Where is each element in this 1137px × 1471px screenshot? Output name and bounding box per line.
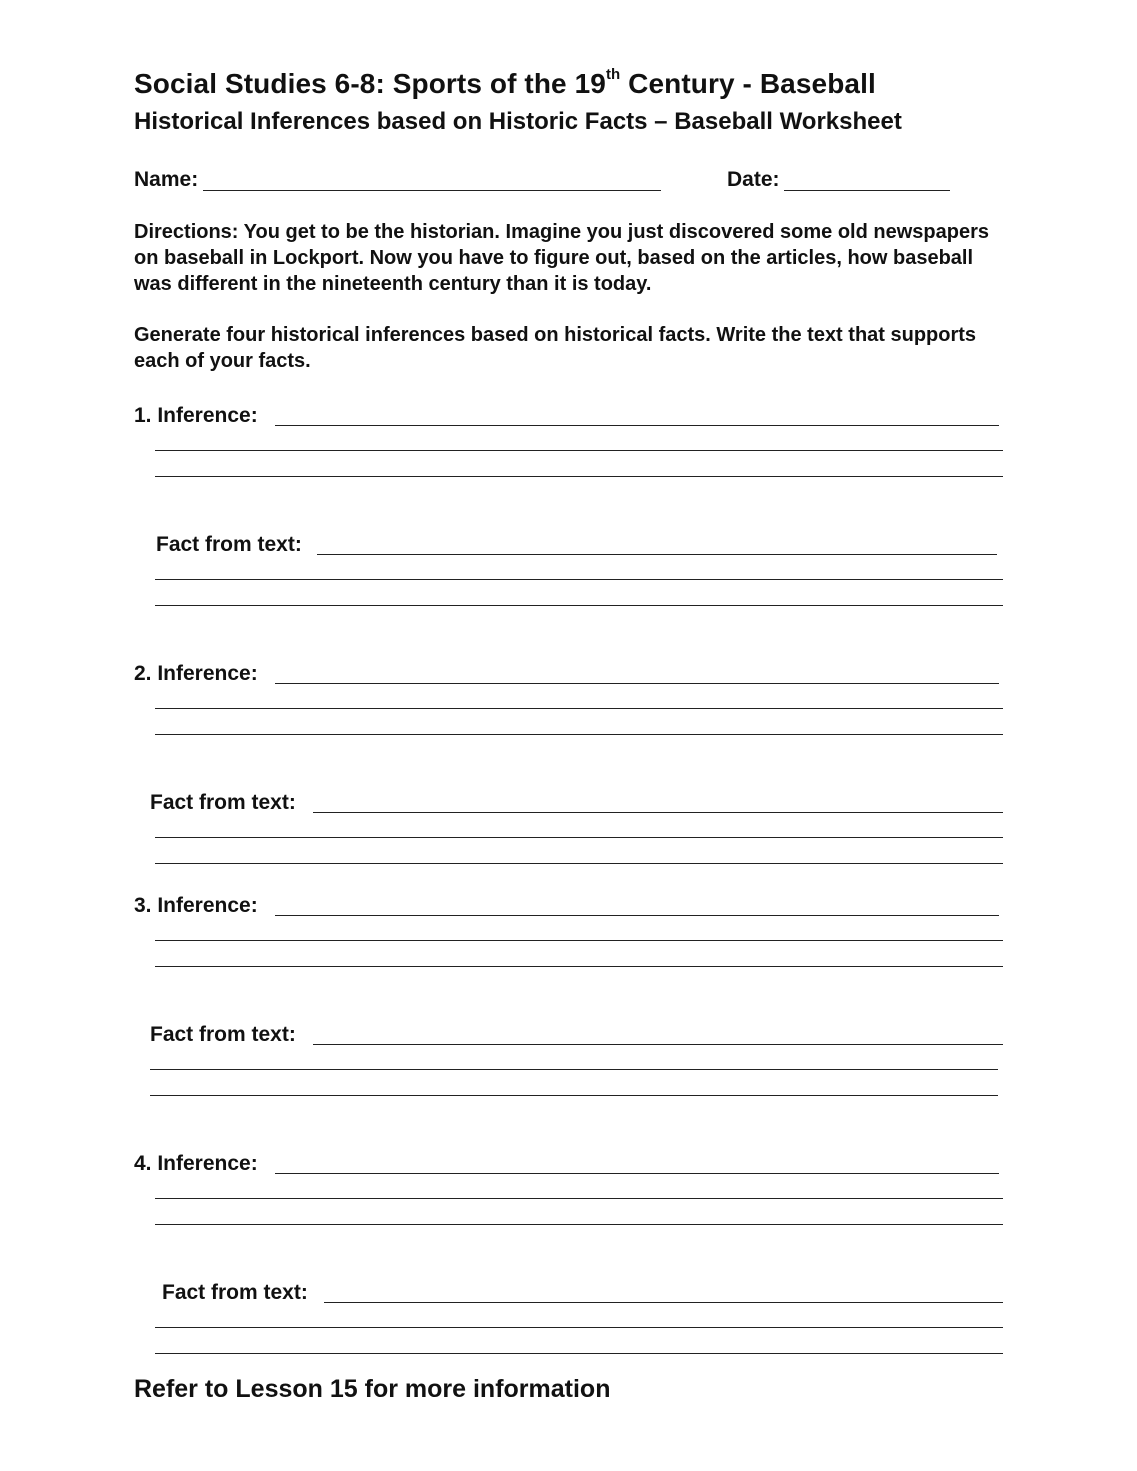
inference-3-line-2[interactable] [155,940,1003,941]
inference-1-line-1[interactable] [275,425,999,426]
inference-3-line-3[interactable] [155,966,1003,967]
fact-4-label: Fact from text: [162,1281,308,1304]
date-field[interactable] [784,190,950,191]
inference-2-label: 2. Inference: [134,662,258,685]
inference-4-line-2[interactable] [155,1198,1003,1199]
fact-4-line-1[interactable] [324,1302,1003,1303]
fact-2-line-3[interactable] [155,863,1003,864]
page-subtitle: Historical Inferences based on Historic Facts – Baseball Worksheet [134,108,902,135]
fact-2-line-2[interactable] [155,837,1003,838]
fact-3-line-1[interactable] [313,1044,1003,1045]
fact-4-line-3[interactable] [155,1353,1003,1354]
inference-2-line-3[interactable] [155,734,1003,735]
inference-2-line-2[interactable] [155,708,1003,709]
inference-3-label: 3. Inference: [134,894,258,917]
inference-4-label: 4. Inference: [134,1152,258,1175]
page-title: Social Studies 6-8: Sports of the 19th Century - Baseball [134,66,876,99]
title-superscript: th [605,66,621,83]
fact-3-line-3[interactable] [150,1095,998,1096]
inference-1-label: 1. Inference: [134,404,258,427]
instructions-paragraph: Generate four historical inferences based on historical facts. Write the text that supports each of your facts. [134,324,977,372]
fact-1-line-1[interactable] [317,554,997,555]
inference-2-line-1[interactable] [275,683,999,684]
fact-3-label: Fact from text: [150,1023,296,1046]
fact-2-label: Fact from text: [150,791,296,814]
fact-1-label: Fact from text: [156,533,302,556]
inference-3-line-1[interactable] [275,915,999,916]
name-label: Name: [134,168,199,191]
fact-4-line-2[interactable] [155,1327,1003,1328]
fact-2-line-1[interactable] [313,812,1003,813]
fact-1-line-2[interactable] [155,579,1003,580]
inference-4-line-1[interactable] [275,1173,999,1174]
directions-paragraph: Directions: You get to be the historian. Imagine you just discovered some old newspapers on baseball in Lockport. Now you have to figure out, based on the articles, how baseball was different in the nineteenth century than it is today. [134,221,989,295]
inference-4-line-3[interactable] [155,1224,1003,1225]
fact-3-line-2[interactable] [150,1069,998,1070]
inference-1-line-3[interactable] [155,476,1003,477]
fact-1-line-3[interactable] [155,605,1003,606]
inference-1-line-2[interactable] [155,450,1003,451]
footer-note: Refer to Lesson 15 for more information [134,1375,611,1403]
date-label: Date: [727,168,780,191]
name-field[interactable] [203,190,661,191]
